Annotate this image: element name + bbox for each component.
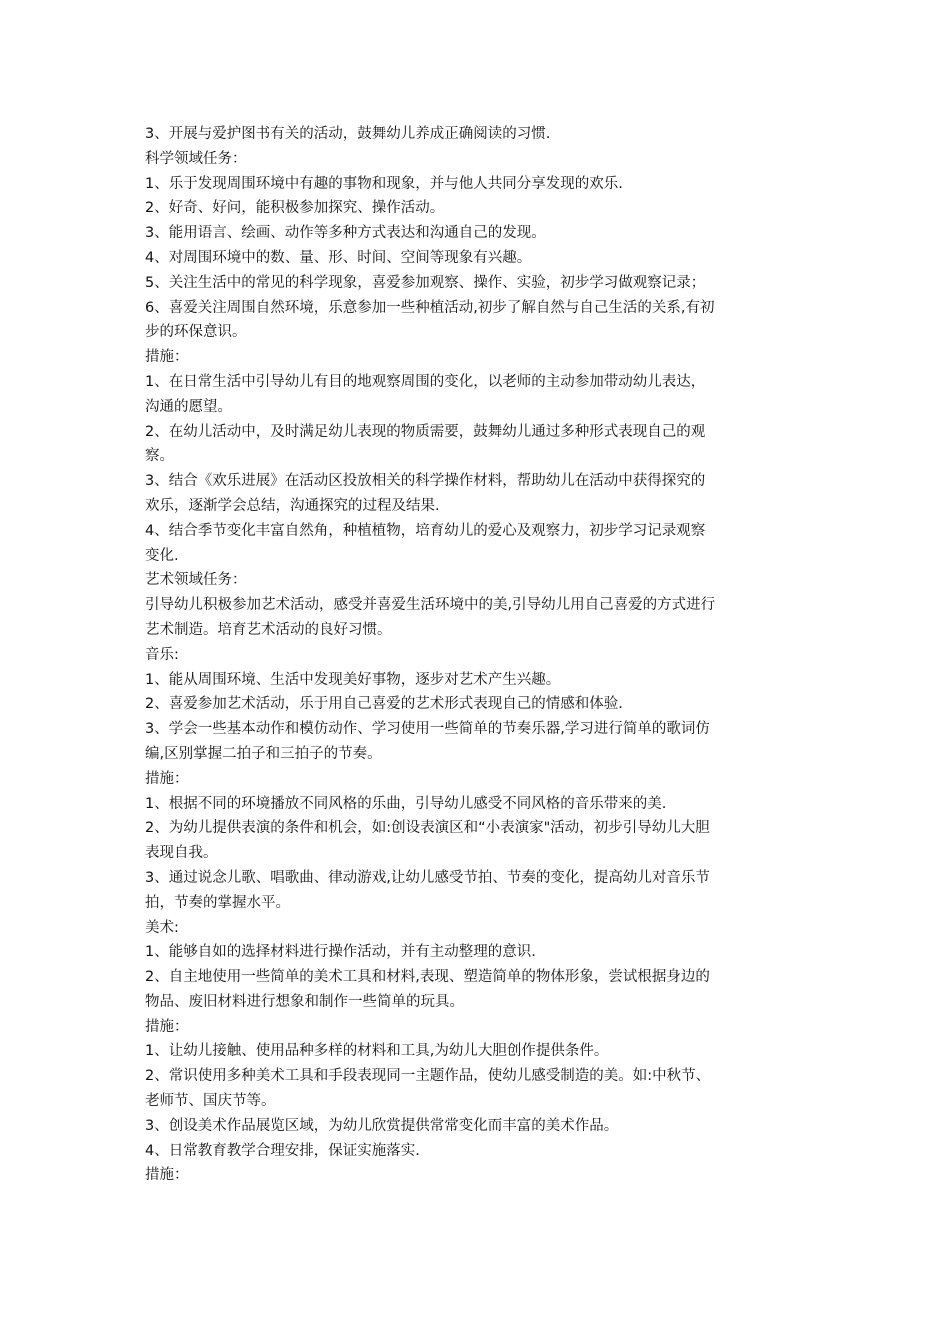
text-line: 艺术制造。培育艺术活动的良好习惯。 [145, 621, 392, 638]
text-line: 变化. [145, 547, 179, 564]
text-line: 6、喜爱关注周围自然环境，乐意参加一些种植活动,初步了解自然与自己生活的关系,有初 [145, 299, 715, 316]
text-line: 编,区别掌握二拍子和三拍子的节奏。 [145, 745, 382, 762]
measures-heading: 措施： [145, 1167, 189, 1184]
subsection-heading-fine-art: 美术: [145, 919, 179, 936]
text-line: 3、能用语言、绘画、动作等多种方式表达和沟通自己的发现。 [145, 225, 546, 242]
text-line: 2、在幼儿活动中，及时满足幼儿表现的物质需要，鼓舞幼儿通过多种形式表现自己的观 [145, 423, 706, 440]
text-line: 1、能从周围环境、生活中发现美好事物，逐步对艺术产生兴趣。 [145, 671, 561, 688]
text-line: 表现自我。 [145, 845, 218, 862]
text-line: 拍，节奏的掌握水平。 [145, 894, 290, 911]
text-line: 2、自主地使用一些简单的美术工具和材料,表现、塑造简单的物体形象，尝试根据身边的 [145, 969, 710, 986]
text-line: 2、喜爱参加艺术活动，乐于用自己喜爱的艺术形式表现自己的情感和体验. [145, 696, 623, 713]
text-line: 4、日常教育教学合理安排，保证实施落实. [145, 1142, 420, 1159]
measures-heading: 措施： [145, 1018, 189, 1035]
measures-heading: 措施： [145, 349, 189, 366]
text-line: 引导幼儿积极参加艺术活动，感受并喜爱生活环境中的美,引导幼儿用自己喜爱的方式进行 [145, 597, 716, 614]
text-line: 物品、废旧材料进行想象和制作一些简单的玩具。 [145, 993, 464, 1010]
text-line: 3、开展与爱护图书有关的活动，鼓舞幼儿养成正确阅读的习惯. [145, 126, 551, 142]
section-heading-science: 科学领域任务： [145, 150, 247, 167]
text-line: 沟通的愿望。 [145, 398, 232, 415]
text-line: 步的环保意识。 [145, 324, 247, 341]
text-line: 2、为幼儿提供表演的条件和机会，如:创设表演区和“小表演家"活动，初步引导幼儿大胆 [145, 820, 710, 837]
text-line: 3、结合《欢乐进展》在活动区投放相关的科学操作材料，帮助幼儿在活动中获得探究的 [145, 473, 706, 490]
text-line: 1、在日常生活中引导幼儿有目的地观察周围的变化，以老师的主动参加带动幼儿表达， [145, 373, 706, 390]
subsection-heading-music: 音乐: [145, 646, 179, 663]
text-line: 2、好奇、好问，能积极参加探究、操作活动。 [145, 200, 445, 217]
text-line: 3、通过说念儿歌、唱歌曲、律动游戏,让幼儿感受节拍、节奏的变化，提高幼儿对音乐节 [145, 869, 710, 886]
text-line: 4、对周围环境中的数、量、形、时间、空间等现象有兴趣。 [145, 249, 532, 266]
text-line: 4、结合季节变化丰富自然角，种植植物，培育幼儿的爱心及观察力，初步学习记录观察 [145, 522, 706, 539]
text-line: 察。 [145, 448, 174, 465]
text-line: 3、创设美术作品展览区域，为幼儿欣赏提供常常变化而丰富的美术作品。 [145, 1117, 619, 1134]
text-line: 老师节、国庆节等。 [145, 1093, 276, 1110]
text-line: 5、关注生活中的常见的科学现象，喜爱参加观察、操作、实验，初步学习做观察记录； [145, 274, 706, 291]
text-line: 1、能够自如的选择材料进行操作活动，并有主动整理的意识. [145, 944, 536, 961]
text-line: 2、常识使用多种美术工具和手段表现同一主题作品，使幼儿感受制造的美。如:中秋节、 [145, 1068, 711, 1085]
text-line: 1、根据不同的环境播放不同风格的乐曲，引导幼儿感受不同风格的音乐带来的美. [145, 795, 667, 812]
section-heading-art: 艺术领域任务： [145, 572, 247, 589]
text-line: 1、乐于发现周围环境中有趣的事物和现象，并与他人共同分享发现的欢乐. [145, 175, 623, 192]
text-line: 欢乐，逐渐学会总结，沟通探究的过程及结果. [145, 497, 440, 514]
document-body [145, 122, 815, 1188]
text-line: 3、学会一些基本动作和模仿动作、学习使用一些简单的节奏乐器,学习进行简单的歌词仿 [145, 721, 710, 738]
measures-heading: 措施： [145, 770, 189, 787]
text-line: 1、让幼儿接触、使用品种多样的材料和工具,为幼儿大胆创作提供条件。 [145, 1043, 609, 1060]
